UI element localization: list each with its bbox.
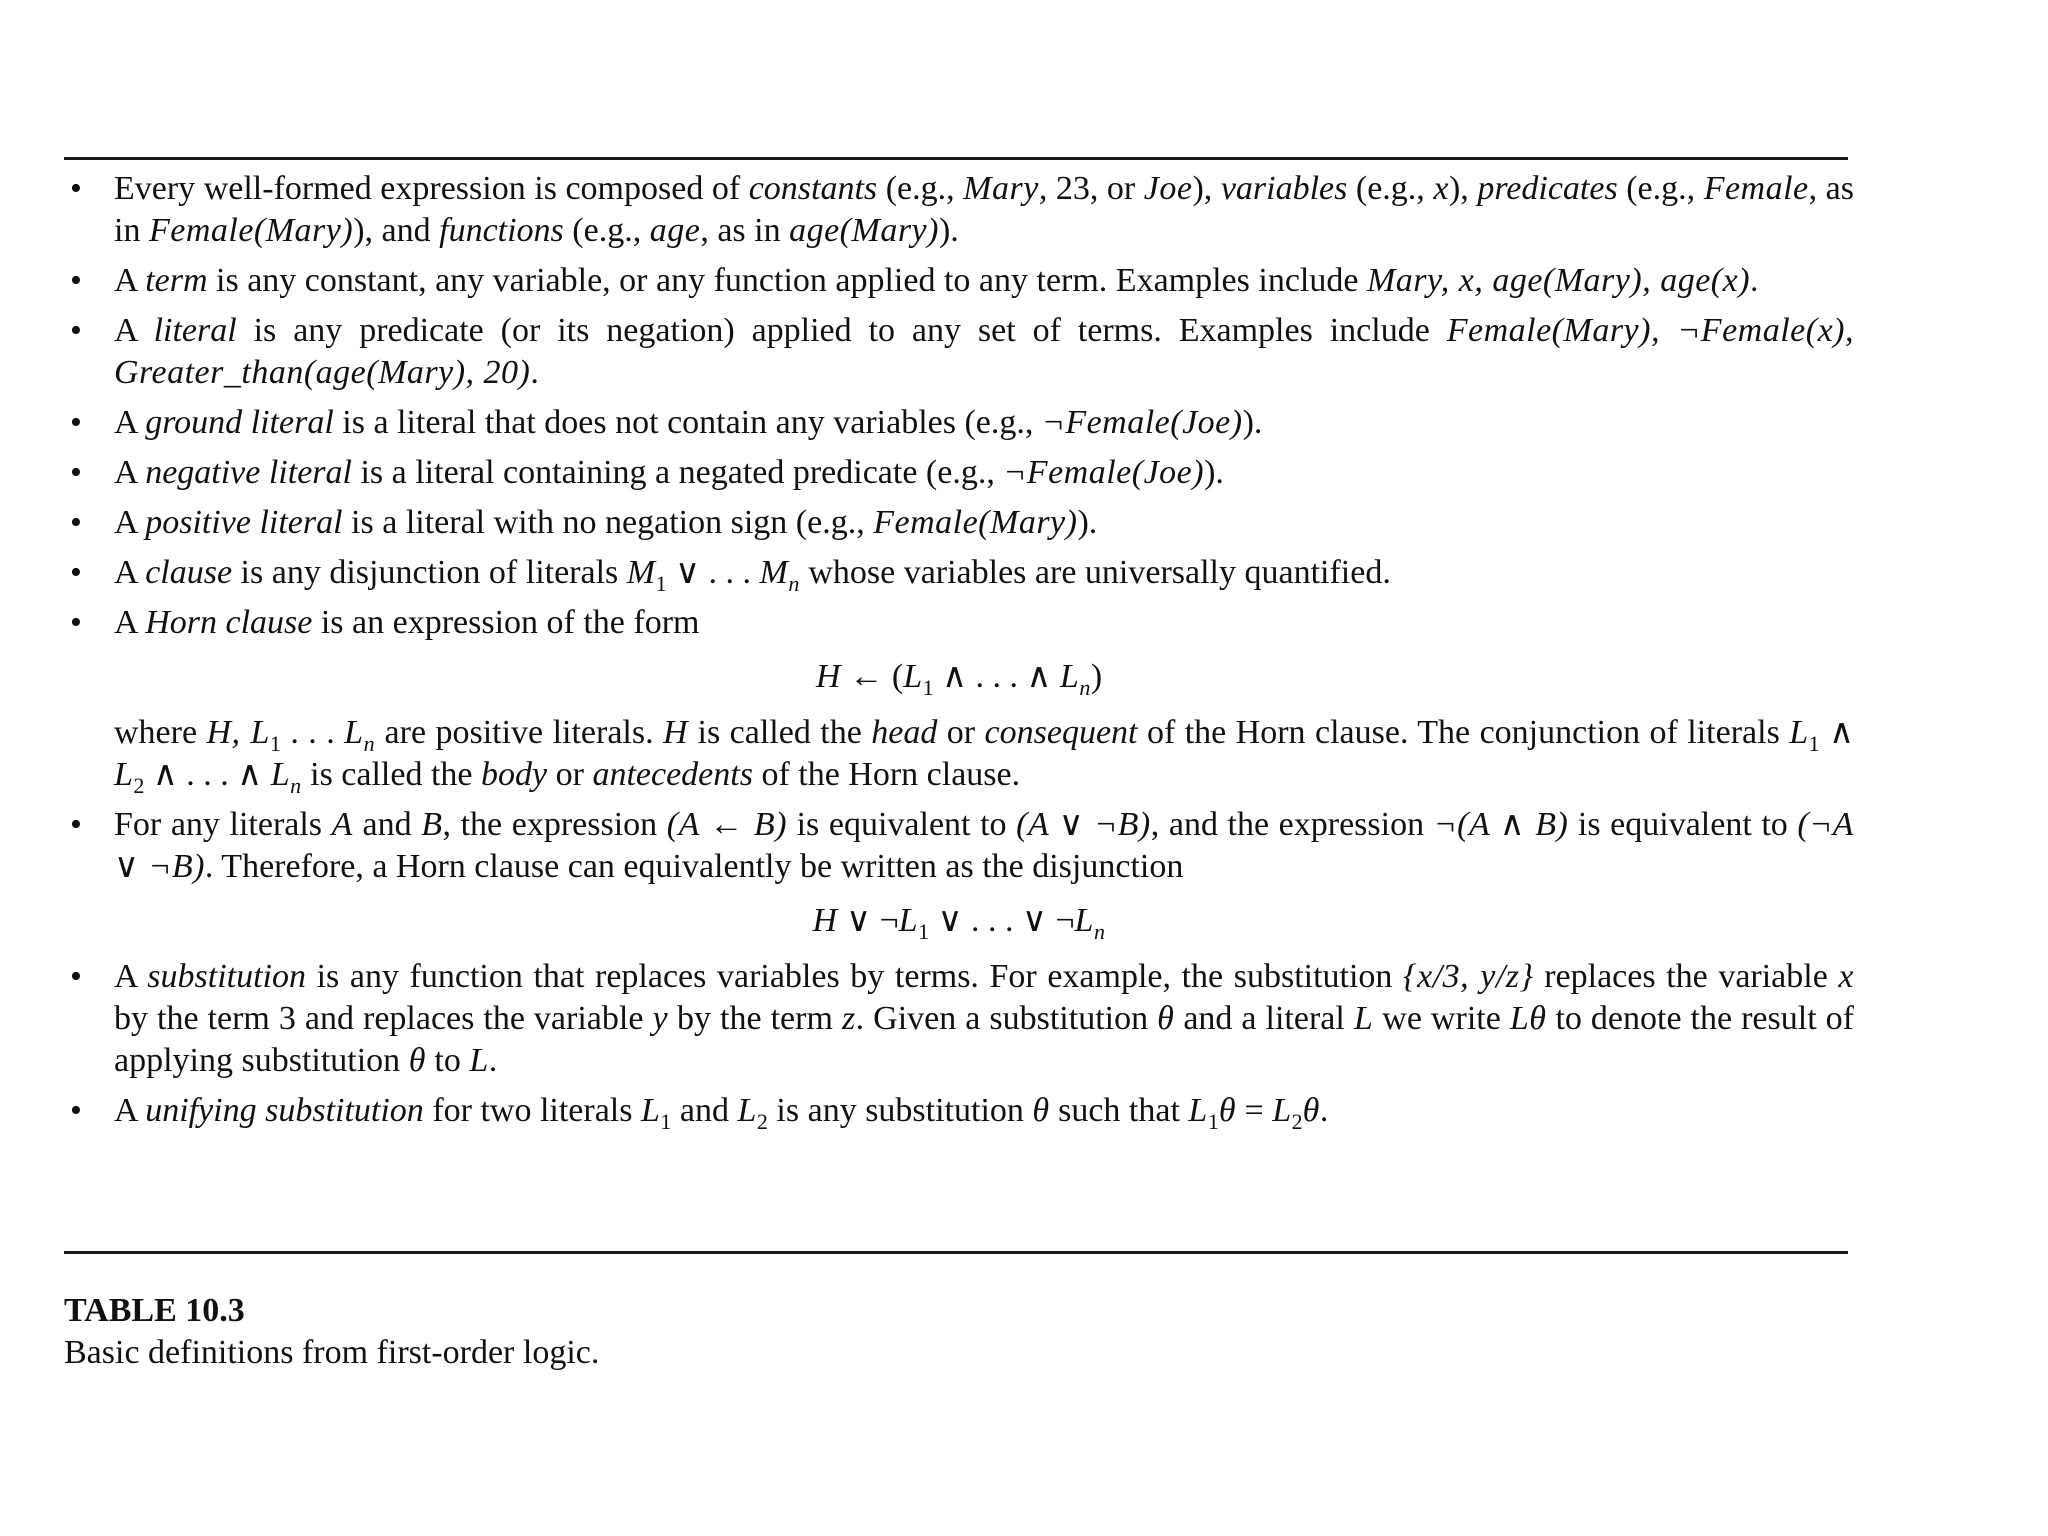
definition-item-term: • A term is any constant, any variable, or any function applied to any term. Examples include Mary, x, age(Mary), age(x). <box>64 260 1854 302</box>
table-bottom-rule <box>64 1251 1848 1254</box>
definition-item-clause: • A clause is any disjunction of literals $M_1$ ∨ . . . $M_n$ whose variables are universally quantified. <box>70 554 1391 596</box>
disjunction-formula: H ∨ $\neg L_1$ ∨ . . . ∨ $\neg L_n$ <box>812 902 1106 944</box>
bullet: • <box>70 958 82 995</box>
bullet: • <box>70 454 82 491</box>
definition-item-positive-literal: • A positive literal is a literal with no negation sign (e.g., Female(Mary)). <box>64 502 1854 544</box>
bullet: • <box>70 806 82 843</box>
definition-item-literal: • A literal is any predicate (or its negation) applied to any set of terms. Examples include Female(Mary), ¬Female(x), Greater_than(age(Mary), 20). <box>70 312 1854 391</box>
definition-item-equivalence: • For any literals A and B, the expression (A ← B) is equivalent to (A ∨ ¬B), and the expression ¬(A ∧ B) is equivalent to (¬A ∨ ¬B). Therefore, a Horn clause can equivalently be written as the disjunction H ∨ $\neg L_1$ ∨ . . . ∨ $\neg L_n$ <box>70 806 1854 944</box>
bullet: • <box>70 404 82 441</box>
bullet: • <box>70 504 82 541</box>
bullet: • <box>70 312 82 349</box>
definition-item-unifying-substitution: • A unifying substitution for two literals $L_1$ and $L_2$ is any substitution θ such that $L_1\theta = L_2\theta$. <box>70 1092 1329 1134</box>
definition-item-ground-literal: • A ground literal is a literal that does not contain any variables (e.g., ¬Female(Joe)). <box>64 402 1854 444</box>
bullet: • <box>70 262 82 299</box>
horn-clause-formula: H ← ($L_1$ ∧ . . . ∧ $L_n$) <box>815 658 1103 700</box>
table-label: TABLE 10.3 <box>64 1292 245 1329</box>
definition-item-constants: • Every well-formed expression is composed of constants (e.g., Mary, 23, or Joe), variables (e.g., x), predicates (e.g., Female, as in Female(Mary)), and functions (e.g., age, as in age(Mary)). <box>70 170 1854 249</box>
definition-item-substitution: • A substitution is any function that replaces variables by terms. For example, the substitution {x/3, y/z} replaces the variable x by the term 3 and replaces the variable y by the term z. Given a substitution θ and a literal L we write Lθ to denote the result of applying substitution θ to L. <box>70 958 1855 1079</box>
table-top-rule <box>64 157 1848 160</box>
table-caption <box>64 1290 599 1374</box>
bullet: • <box>70 604 82 641</box>
bullet: • <box>70 554 82 591</box>
definition-item-horn-clause: • A Horn clause is an expression of the form H ← ($L_1$ ∧ . . . ∧ $L_n$) where H, $L_1$ . . . $L_n$ are positive literals. H is called the head or consequent of the Horn clause. The conjunction of literals $L_1$ ∧ $L_2$ ∧ . . . ∧ $L_n$ is called the body or antecedents of the Horn clause. <box>70 604 1854 798</box>
definition-item-negative-literal: • A negative literal is a literal containing a negated predicate (e.g., ¬Female(Joe)). <box>64 452 1854 494</box>
table-caption-text: Basic definitions from first-order logic. <box>64 1334 600 1371</box>
definitions-list <box>64 168 1854 1140</box>
bullet: • <box>70 170 82 207</box>
bullet: • <box>70 1092 82 1129</box>
